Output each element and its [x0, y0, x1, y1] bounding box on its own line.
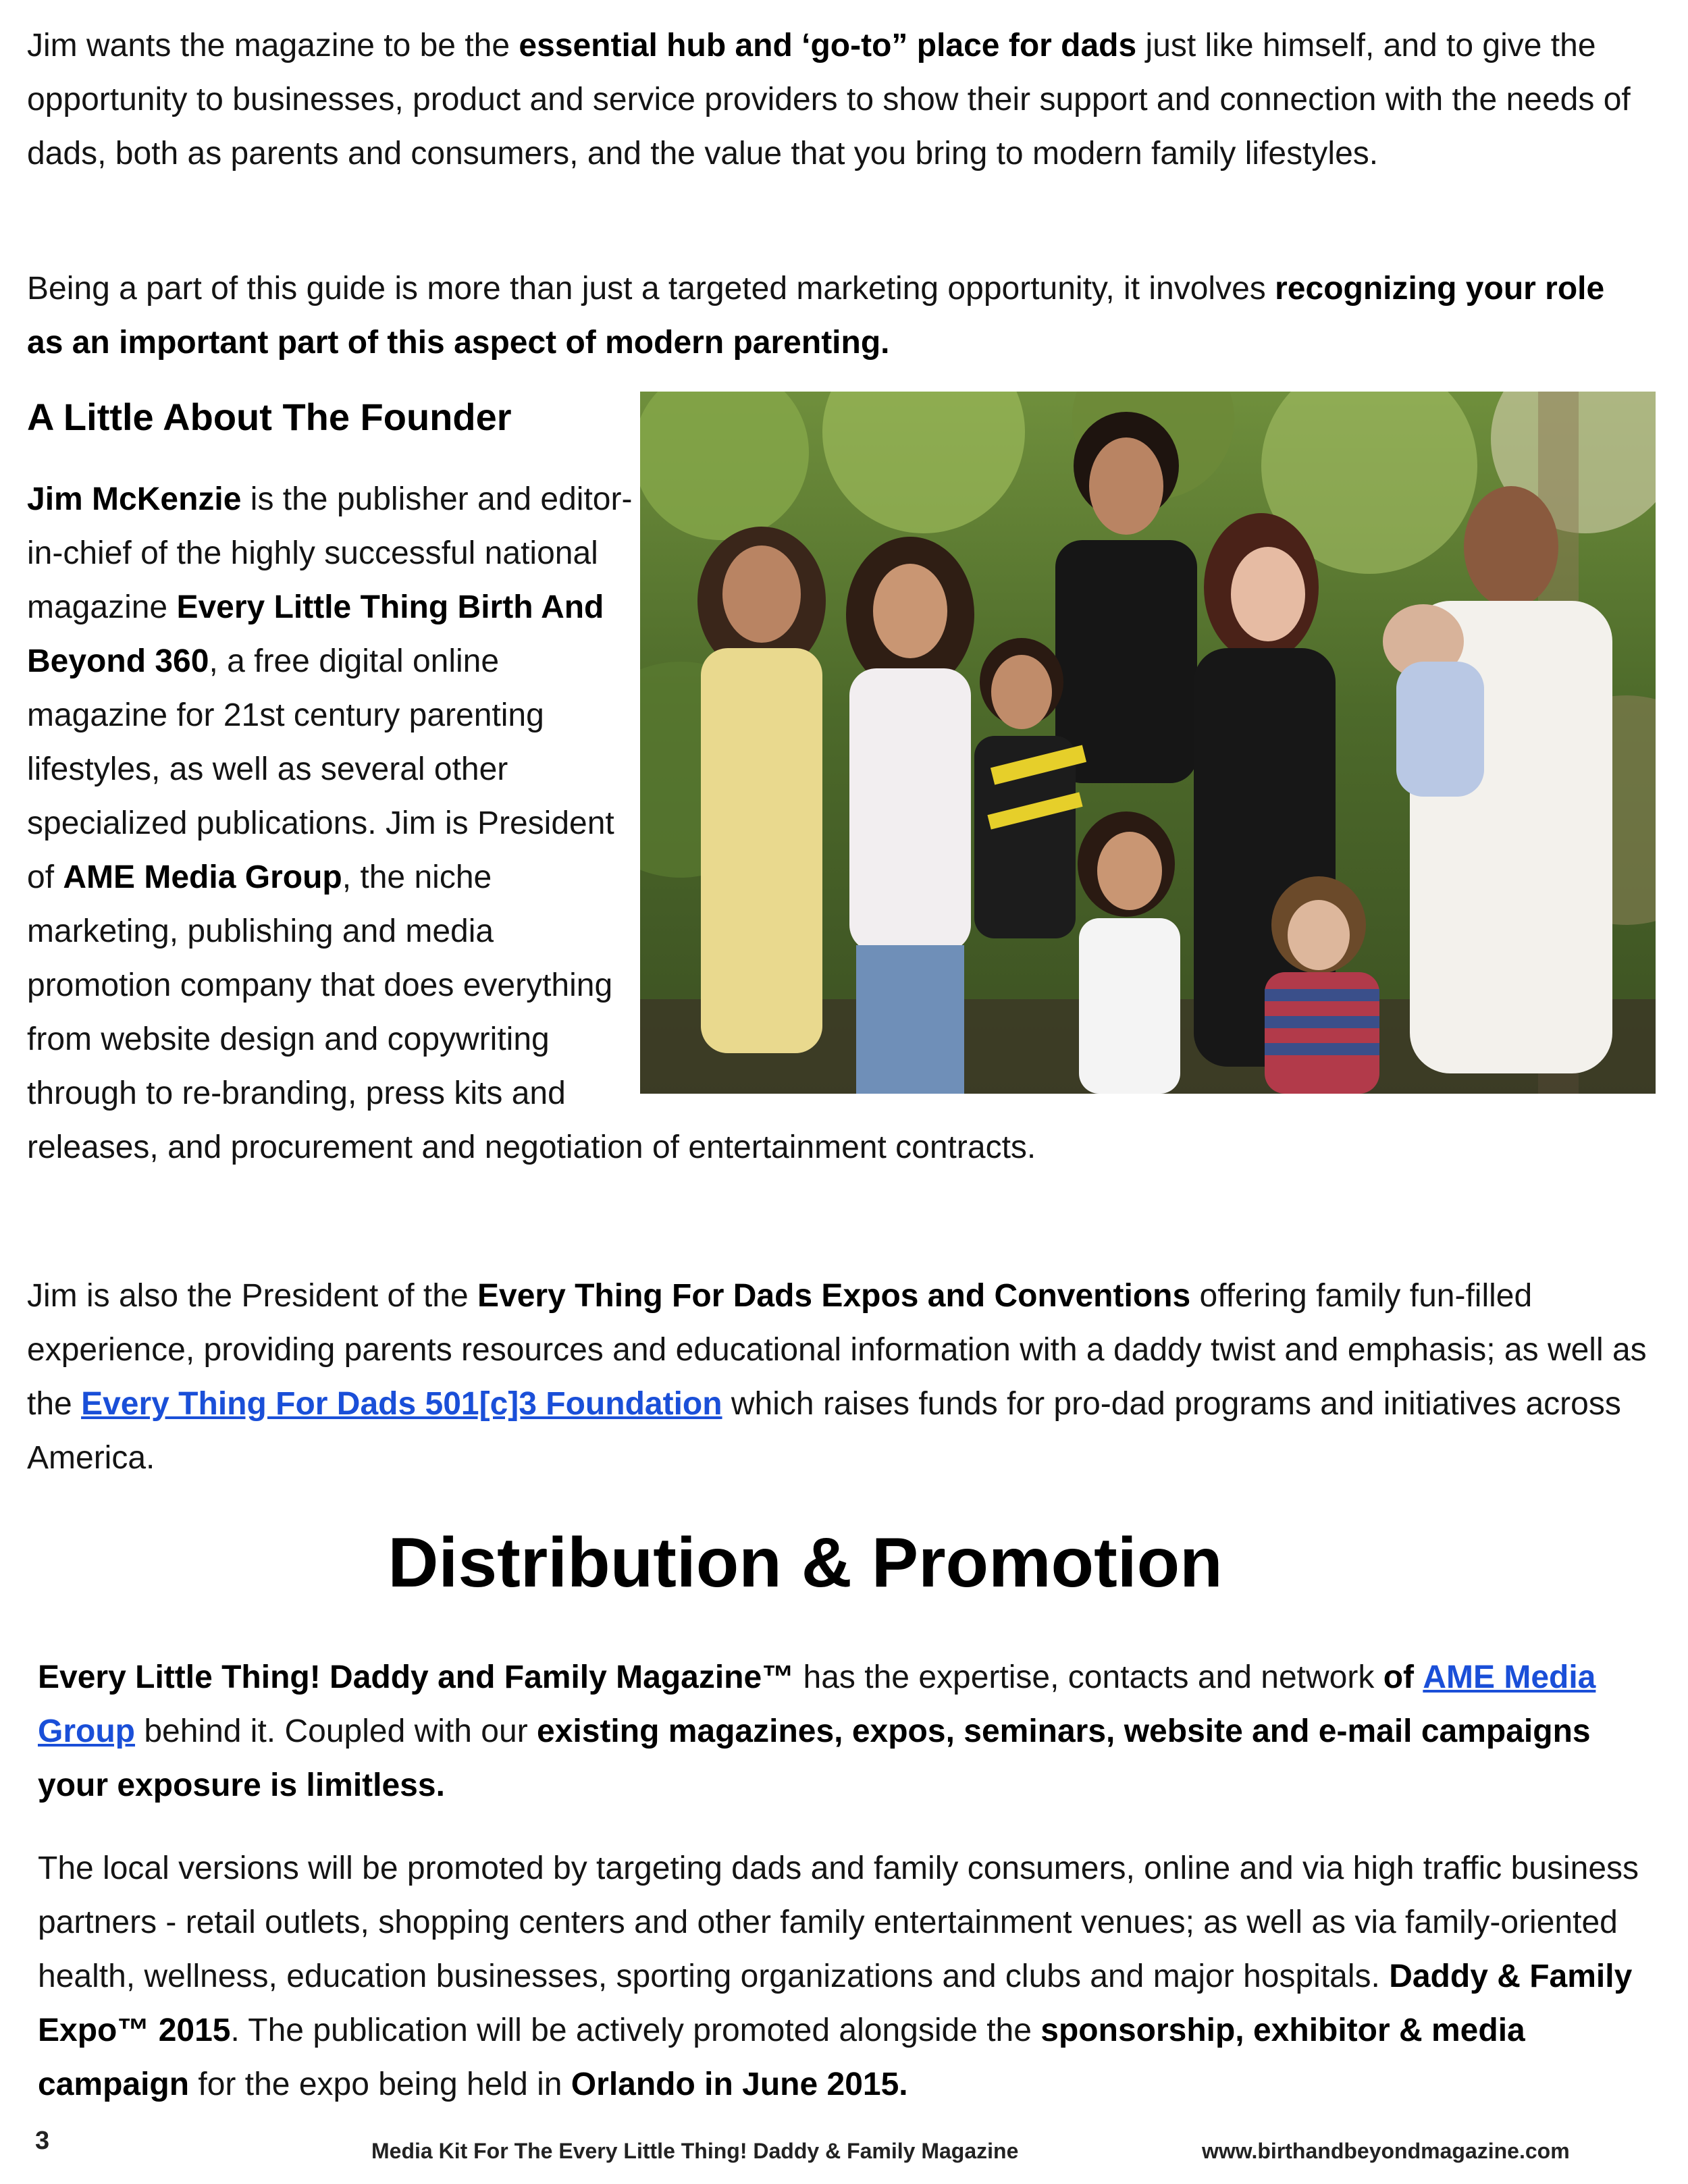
intro-paragraph-1: [27, 19, 1668, 181]
photo-wrap-spacer: [635, 473, 1647, 1094]
intro-p1-text-c: just like himself, and to give the opportunity to businesses, product and service providers to show their support and connection with the needs of dads, both as parents and consumers, and the value that you bring to modern family lifestyles.: [27, 28, 1631, 171]
distribution-p2-text-a: The local versions will be promoted by targeting dads and family consumers, online and via high traffic business partners - retail outlets, shopping centers and other family entertainment venues; as well as via family-oriented health, wellness, education businesses, sporting organizations and clubs and major hospitals.: [38, 1850, 1639, 1994]
campaign-name: sponsorship, exhibitor & media campaign: [38, 2013, 1525, 2102]
ame-media-group-link[interactable]: AME Media Group: [38, 1659, 1596, 1749]
founder-p2-text-b: offering family fun-filled experience, providing parents resources and educational information with a daddy twist and emphasis; as well as the: [27, 1278, 1647, 1422]
page-number: 3: [35, 2127, 50, 2155]
intro-p1-text-a: Jim wants the magazine to be the: [27, 28, 519, 63]
founder-p2-text-c: which raises funds for pro-dad programs and initiatives across America.: [27, 1386, 1621, 1476]
distribution-p2-text-b: . The publication will be actively promoted alongside the: [230, 2013, 1041, 2048]
founder-company-name: AME Media Group: [63, 859, 342, 895]
distribution-paragraph-2: [38, 1842, 1652, 2112]
founder-p1-text-c: , the niche marketing, publishing and media promotion company that does everything from website design and copywriting through to re-branding, press kits and releases, and procurement and negotiation of entertainment contracts.: [27, 859, 1036, 1165]
founder-heading: A Little About The Founder: [27, 396, 512, 438]
distribution-p2-text-c: for the expo being held in: [189, 2067, 571, 2102]
distribution-p1-text-b: behind it. Coupled with our: [134, 1713, 537, 1749]
founder-name: Jim McKenzie: [27, 481, 242, 517]
distribution-heading: Distribution & Promotion: [388, 1524, 1223, 1602]
expos-name: Every Thing For Dads Expos and Conventions: [477, 1278, 1191, 1314]
intro-p2-bold: recognizing your role as an important part of this aspect of modern parenting.: [27, 271, 1605, 361]
footer-url: www.birthandbeyondmagazine.com: [1202, 2139, 1570, 2163]
expo-location: Orlando in June 2015.: [571, 2067, 908, 2102]
footer-title: Media Kit For The Every Little Thing! Daddy & Family Magazine: [371, 2139, 1019, 2163]
distribution-paragraph-1: [38, 1651, 1652, 1813]
founder-p1-text-a: is the publisher and editor-in-chief of the highly successful national magazine: [27, 481, 633, 625]
magazine-brand: Every Little Thing! Daddy and Family Magazine™: [38, 1659, 795, 1695]
distribution-p1-text-a: has the expertise, contacts and network: [794, 1659, 1383, 1695]
expo-name: Daddy & Family Expo™ 2015: [38, 1959, 1633, 2048]
intro-p1-bold: essential hub and ‘go-to” place for dads: [519, 28, 1137, 63]
founder-paragraph-1: [27, 473, 1647, 1175]
founder-paragraph-2: [27, 1269, 1647, 1485]
intro-p2-text-a: Being a part of this guide is more than just a targeted marketing opportunity, it involves: [27, 271, 1275, 307]
distribution-p1-bold: existing magazines, expos, seminars, website and e-mail campaigns your exposure is limitless.: [38, 1713, 1591, 1803]
foundation-link[interactable]: Every Thing For Dads 501[c]3 Foundation: [81, 1386, 722, 1422]
founder-p2-text-a: Jim is also the President of the: [27, 1278, 477, 1314]
founder-p1-text-b: , a free digital online magazine for 21st century parenting lifestyles, as well as several other specialized publications. Jim is President of: [27, 643, 614, 895]
distribution-p1-of: of: [1383, 1659, 1414, 1695]
founder-magazine-name: Every Little Thing Birth And Beyond 360: [27, 589, 604, 679]
intro-paragraph-2: [27, 262, 1647, 370]
